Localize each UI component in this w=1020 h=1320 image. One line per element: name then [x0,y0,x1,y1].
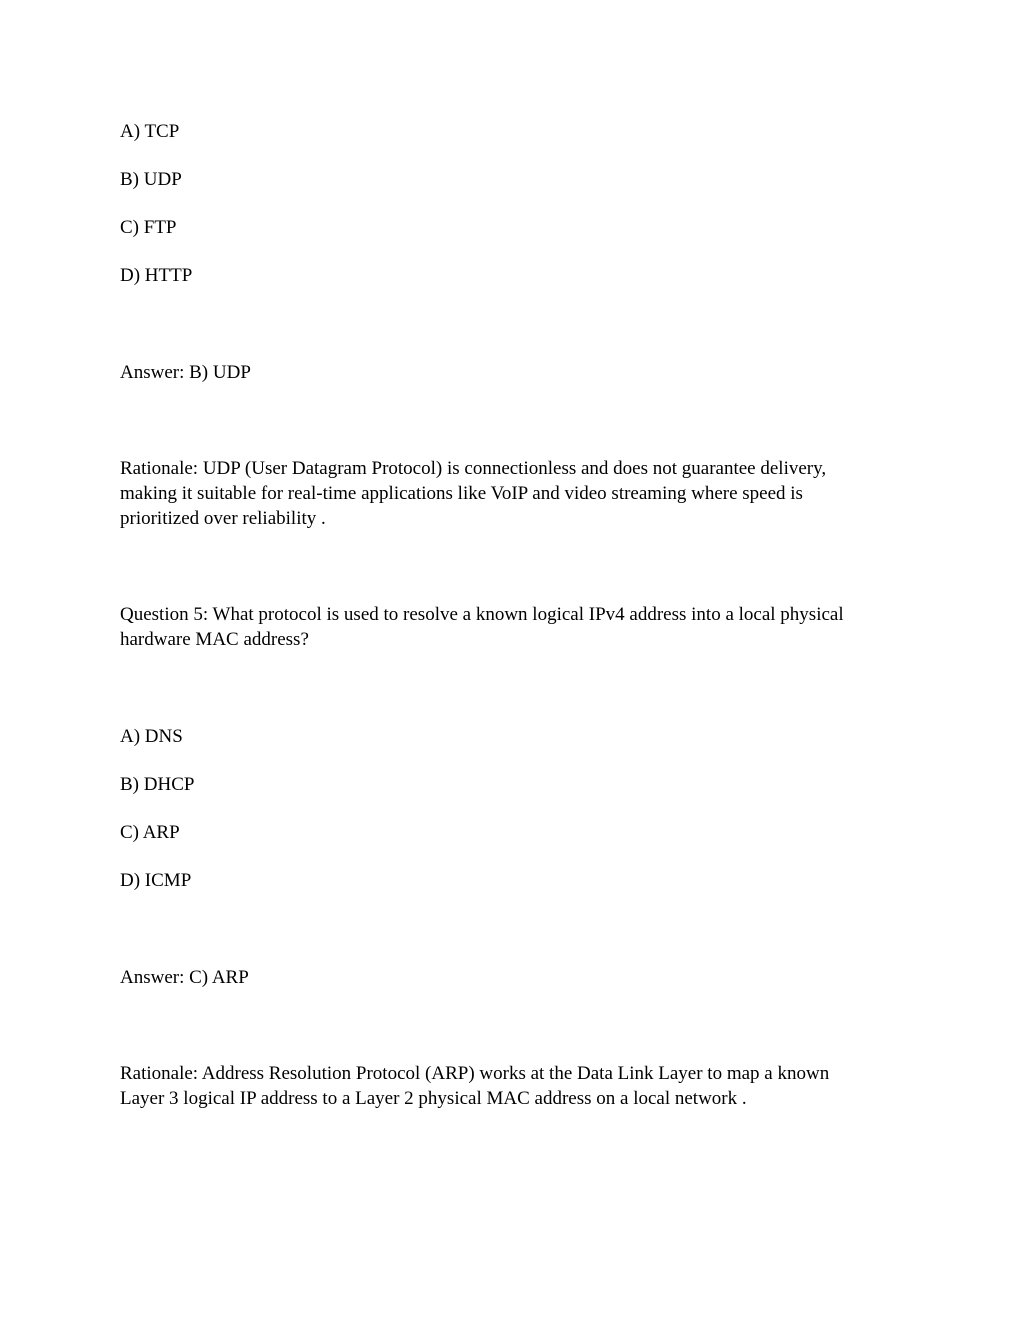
rationale-line: making it suitable for real-time applications like VoIP and video streaming where speed is [120,483,803,504]
question-line: hardware MAC address? [120,629,309,650]
rationale-line: Rationale: UDP (User Datagram Protocol) is connectionless and does not guarantee delivery, [120,458,827,479]
option-d: D) ICMP [120,870,192,891]
rationale-line: Rationale: Address Resolution Protocol (ARP) works at the Data Link Layer to map a known [120,1063,830,1084]
rationale-paragraph [120,1061,900,1111]
question-line: Question 5: What protocol is used to resolve a known logical IPv4 address into a local physical [120,604,844,625]
rationale-line: Layer 3 logical IP address to a Layer 2 physical MAC address on a local network . [120,1088,747,1109]
option-c: C) FTP [120,217,177,238]
option-c: C) ARP [120,822,180,843]
answer-text: Answer: C) ARP [120,967,249,988]
option-a: A) DNS [120,726,183,747]
rationale-line: prioritized over reliability . [120,508,326,529]
option-d: D) HTTP [120,265,193,286]
option-a: A) TCP [120,121,180,142]
rationale-paragraph [120,456,900,531]
option-b: B) UDP [120,169,182,190]
question-text [120,602,900,652]
answer-text: Answer: B) UDP [120,362,251,383]
option-b: B) DHCP [120,774,195,795]
